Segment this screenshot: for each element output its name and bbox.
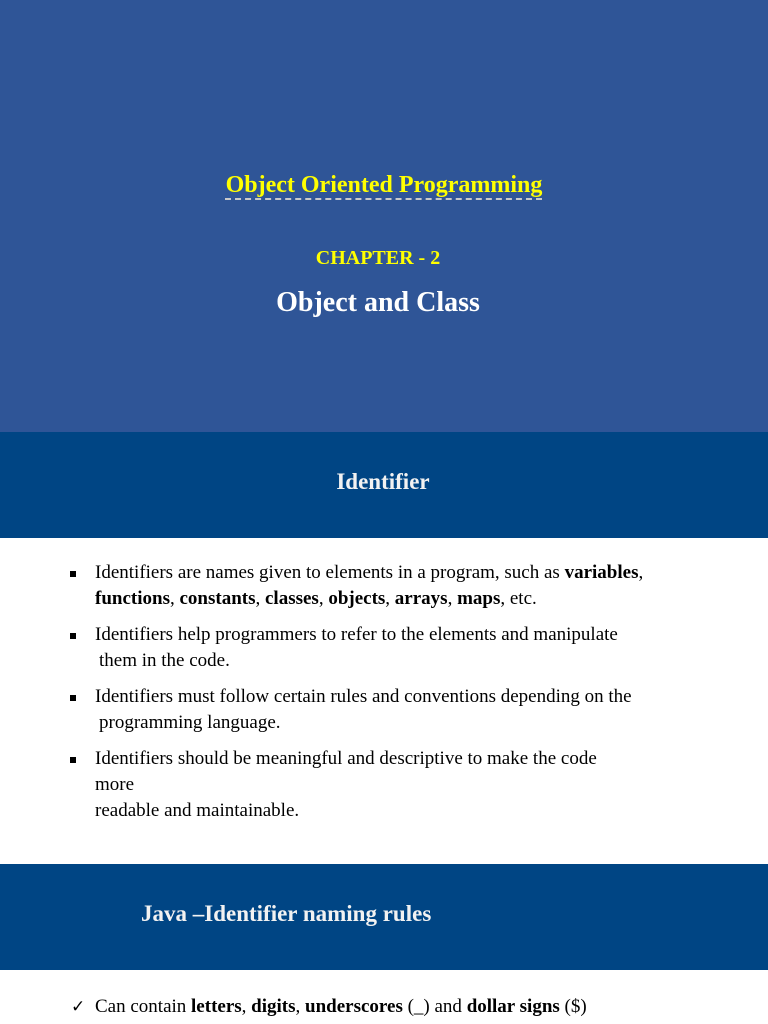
list-item (0, 622, 768, 674)
bullet-text: , (255, 588, 265, 609)
bullet-text: , etc. (500, 588, 537, 609)
bullet-line: more (95, 774, 135, 795)
bullet-line: programming language. (99, 712, 281, 733)
list-item (0, 560, 768, 612)
square-bullet-icon (70, 695, 76, 701)
section-title-identifier: Identifier (336, 469, 430, 494)
bullet-text: , (385, 588, 395, 609)
bullet-line: Identifiers help programmers to refer to the elements and manipulate (95, 624, 618, 645)
bullet-keyword: objects (328, 588, 386, 609)
bullet-keyword: maps (457, 588, 501, 609)
rule-keyword: digits (251, 996, 296, 1017)
rule-keyword: dollar signs (466, 996, 560, 1017)
square-bullet-icon (70, 633, 76, 639)
bullet-keyword: classes (264, 588, 319, 609)
course-title: Object Oriented Programming (225, 172, 543, 198)
chapter-title: Object and Class (276, 287, 480, 318)
chapter-label: CHAPTER - 2 (315, 247, 441, 269)
bullet-line: readable and maintainable. (95, 800, 300, 821)
bullet-line (95, 586, 728, 612)
identifier-bullet-list (0, 560, 768, 824)
rule-text: , (295, 996, 306, 1017)
bullet-text: Identifiers are names given to elements in a program, such as (95, 562, 565, 583)
square-bullet-icon (70, 757, 76, 763)
bullet-text: , (169, 588, 180, 609)
bullet-text: , (318, 588, 329, 609)
bullet-keyword: arrays (394, 588, 448, 609)
bullet-keyword: variables (564, 562, 639, 583)
bullet-keyword: constants (179, 588, 256, 609)
bullet-line: Identifiers must follow certain rules and conventions depending on the (95, 686, 632, 707)
bullet-line: them in the code. (99, 650, 230, 671)
check-mark-icon: ✓ (71, 997, 86, 1017)
list-item (0, 746, 768, 824)
bullet-line (95, 560, 728, 586)
naming-rules-banner (0, 864, 768, 970)
rule-text: ($) (559, 996, 587, 1017)
section-title-naming-rules: Java –Identifier naming rules (141, 901, 432, 926)
checklist-text (95, 994, 587, 1020)
rule-keyword: letters (191, 996, 242, 1017)
bullet-keyword: functions (95, 588, 170, 609)
bullet-line: Identifiers should be meaningful and descriptive to make the code (95, 748, 597, 769)
bullet-text: , (638, 562, 644, 583)
bullet-text: , (447, 588, 458, 609)
rule-text: Can contain (95, 996, 192, 1017)
rule-text: , (241, 996, 252, 1017)
rule-text: (_) and (402, 996, 467, 1017)
rule-keyword: underscores (305, 996, 403, 1017)
list-item (0, 684, 768, 736)
square-bullet-icon (70, 571, 76, 577)
identifier-banner (0, 432, 768, 538)
title-slide (0, 0, 768, 432)
